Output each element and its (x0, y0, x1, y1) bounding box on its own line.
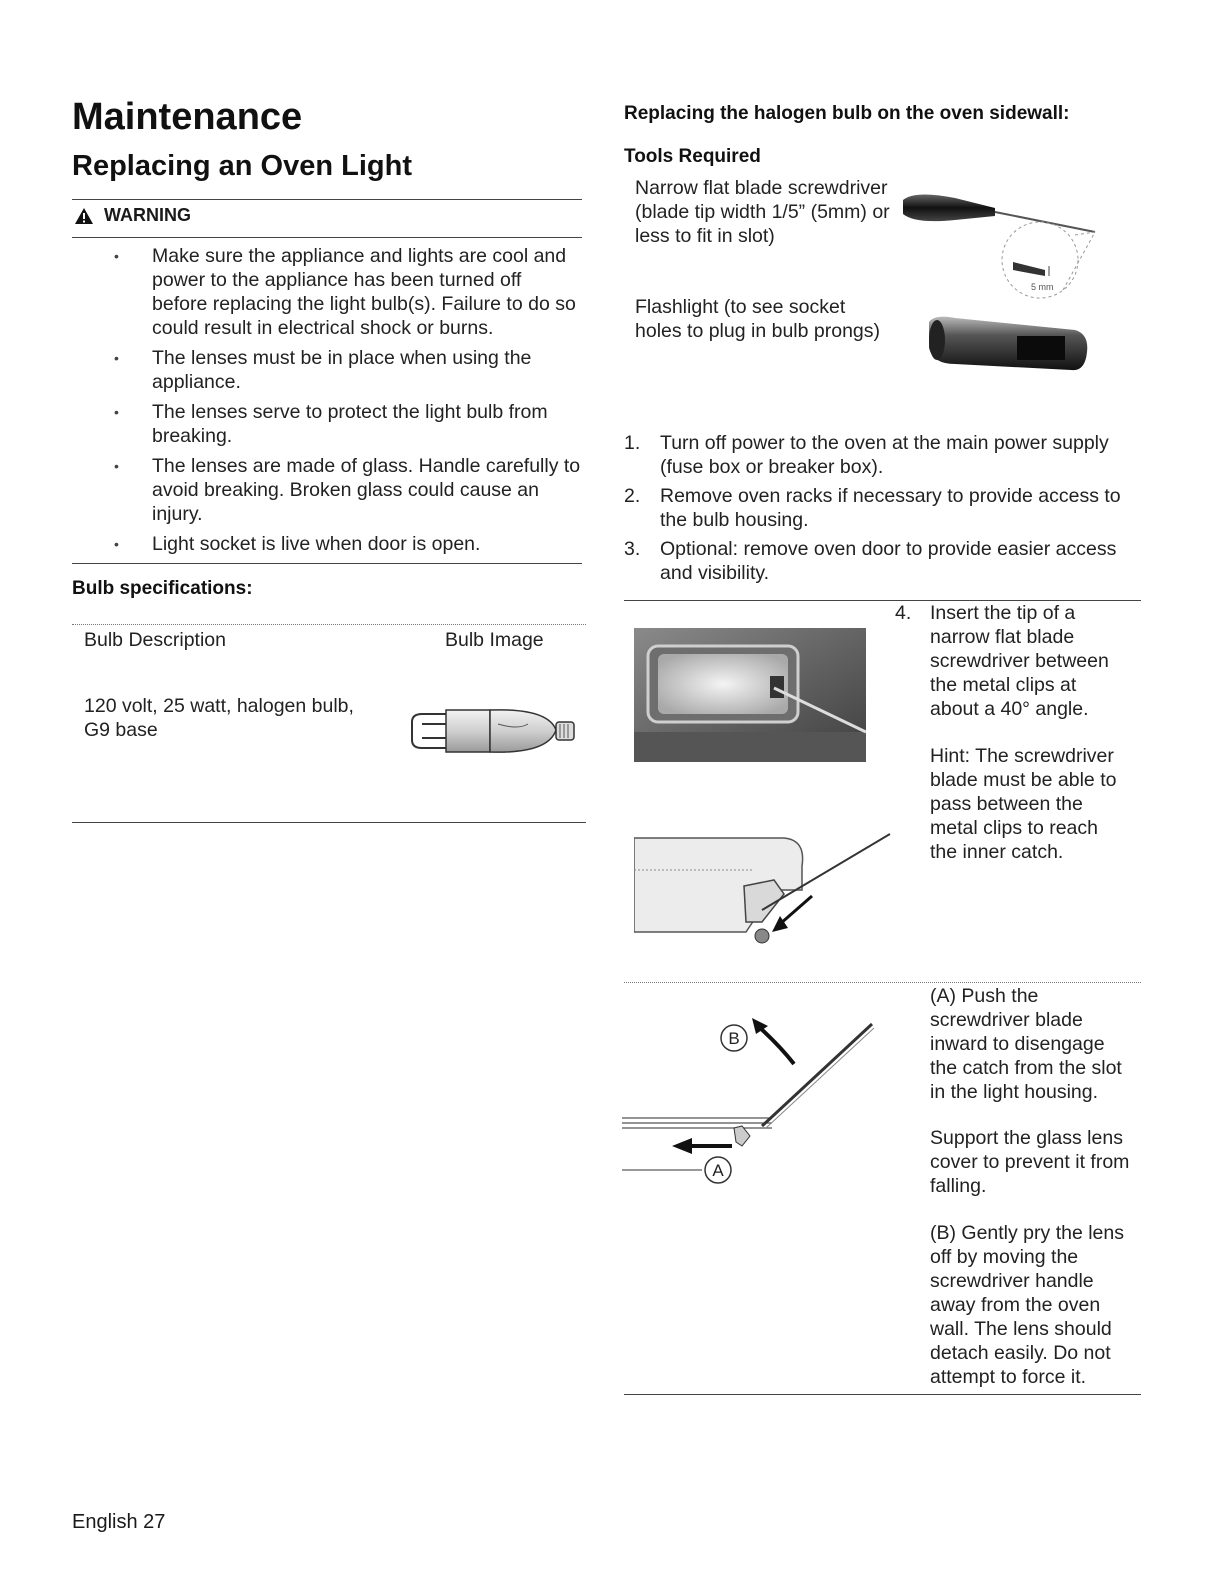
list-item: • The lenses are made of glass. Handle carefully to avoid breaking. Broken glass could cause an injury. (112, 454, 582, 526)
warning-triangle-icon (74, 207, 94, 225)
step-number: 2. (624, 485, 641, 507)
section-title: Replacing an Oven Light (72, 150, 412, 182)
page-title: Maintenance (72, 96, 303, 138)
divider (624, 1394, 1141, 1395)
divider (72, 237, 582, 238)
list-item (624, 537, 1134, 585)
divider (72, 822, 586, 823)
steps-list (624, 431, 1134, 590)
warning-header (74, 205, 191, 226)
divider (624, 982, 1141, 983)
table-header-description: Bulb Description (84, 629, 226, 651)
divider (72, 563, 582, 564)
warning-list (112, 244, 582, 562)
sidewall-heading: Replacing the halogen bulb on the oven sidewall: (624, 103, 1070, 124)
list-item: • The lenses serve to protect the light bulb from breaking. (112, 400, 582, 448)
light-lens-photo (634, 628, 866, 762)
screwdriver-image (895, 180, 1110, 300)
tools-heading: Tools Required (624, 146, 761, 167)
list-item (624, 484, 1134, 532)
support-text: Support the glass lens cover to prevent it from falling. (930, 1127, 1130, 1197)
warning-label: WARNING (104, 205, 191, 225)
push-text: (A) Push the screwdriver blade inward to disengage the catch from the slot in the light housing. (930, 985, 1122, 1103)
table-header-image: Bulb Image (445, 629, 544, 651)
step-text: Optional: remove oven door to provide easier access and visibility. (660, 538, 1117, 584)
step4-text: Insert the tip of a narrow flat blade screwdriver between the metal clips at about a 40° angle. (930, 602, 1109, 720)
table-top-rule (72, 624, 586, 625)
step-text: Turn off power to the oven at the main power supply (fuse box or breaker box). (660, 432, 1109, 478)
step-text: Remove oven racks if necessary to provide access to the bulb housing. (660, 485, 1121, 531)
step-number: 4. (895, 602, 912, 624)
label-a: A (712, 1161, 724, 1180)
clip-diagram (634, 830, 904, 958)
pry-lens-diagram (622, 1010, 912, 1196)
page-footer: English 27 (72, 1511, 166, 1533)
divider (72, 199, 582, 200)
screwdriver-callout: 5 mm (1031, 282, 1054, 292)
tool-flashlight-text: Flashlight (to see socket holes to plug in bulb prongs) (635, 296, 880, 342)
list-item: • The lenses must be in place when using the appliance. (112, 346, 582, 394)
bulb-specs-heading: Bulb specifications: (72, 578, 253, 599)
pry-text: (B) Gently pry the lens off by moving the screwdriver handle away from the oven wall. The lens should detach easily. Do not attempt to force it. (930, 1222, 1124, 1388)
step-number: 3. (624, 538, 641, 560)
bulb-description: 120 volt, 25 watt, halogen bulb, G9 base (84, 695, 354, 741)
list-item (624, 431, 1134, 479)
list-item: • Light socket is live when door is open. (112, 532, 582, 556)
step-number: 1. (624, 432, 641, 454)
list-item: • Make sure the appliance and lights are cool and power to the appliance has been turned off before replacing the light bulb(s). Failure to do so could result in electrical shock or burns. (112, 244, 582, 340)
tool-screwdriver-text: Narrow flat blade screwdriver (blade tip width 1/5” (5mm) or less to fit in slot) (635, 177, 890, 247)
halogen-bulb-image (408, 700, 580, 764)
flashlight-image (925, 308, 1095, 380)
step4-hint: Hint: The screwdriver blade must be able to pass between the metal clips to reach the inner catch. (930, 745, 1117, 863)
label-b: B (728, 1029, 740, 1048)
